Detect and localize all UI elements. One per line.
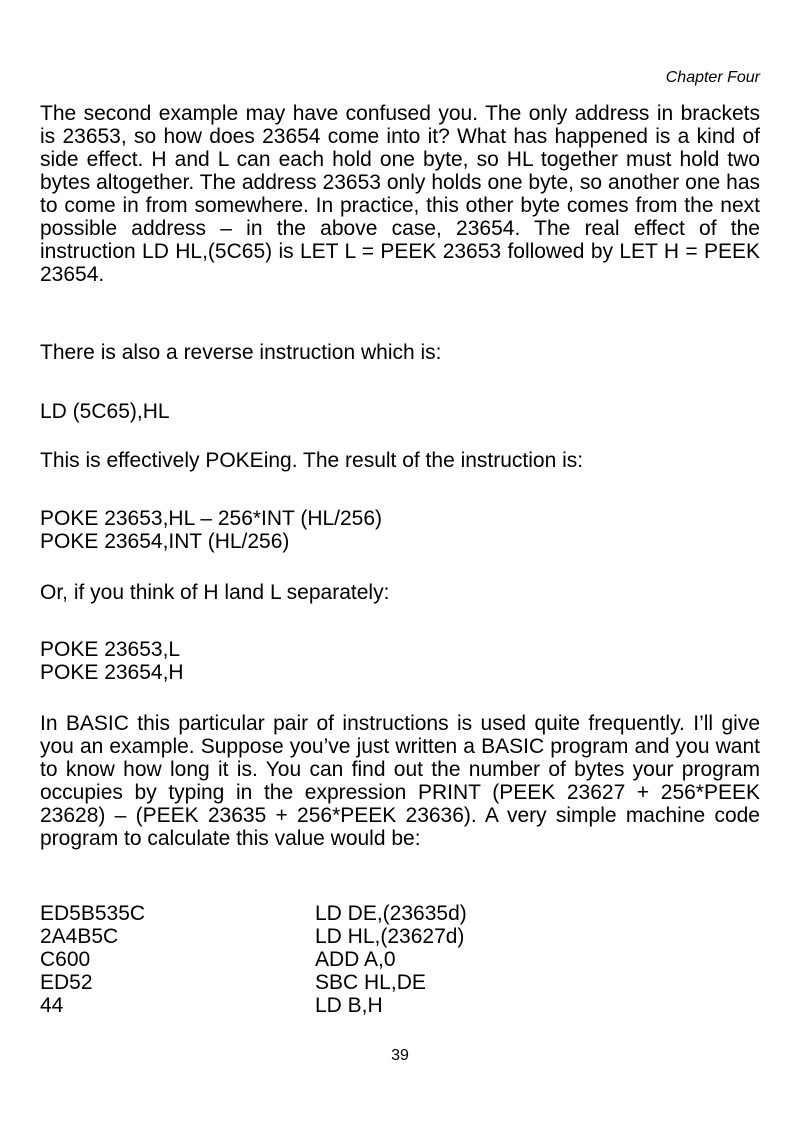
paragraph-pokeing [40,449,760,472]
listing-hex-code: C600 [40,948,91,971]
chapter-header: Chapter Four [665,69,760,86]
paragraph-text: This is effectively POKEing. The result of the instruction is: [40,449,584,472]
paragraph-basic-example [40,712,760,850]
listing-hex-code: 2A4B5C [40,925,119,948]
listing-hex-code: ED52 [40,971,93,994]
paragraph-text: Or, if you think of H land L separately: [40,581,390,604]
listing-row [40,925,760,948]
listing-assembly: ADD A,0 [315,948,396,971]
listing-assembly: LD DE,(23635d) [315,902,467,925]
paragraph-side-effect [40,102,760,286]
machine-code-listing [40,902,760,1017]
code-line: POKE 23654,H [40,661,184,684]
listing-assembly: LD B,H [315,994,383,1017]
listing-hex-code: 44 [40,994,64,1017]
code-line: LD (5C65),HL [40,400,170,423]
book-page [40,0,760,1135]
paragraph-text: In BASIC this particular pair of instructions is used quite frequently. I’ll give you an example. Suppose you’ve just written a BASIC program and you want to know how long it is. You can find out the number of bytes your program occupies by typing in the expression PRINT (PEEK 23627 + 256*PEEK 23628) – (PEEK 23635 + 256*PEEK 23636). A very simple machine code program to calculate this value would be: [40,712,760,850]
page-number: 39 [391,1047,409,1064]
listing-row [40,902,760,925]
listing-assembly: SBC HL,DE [315,971,426,994]
paragraph-reverse-instruction [40,341,760,364]
code-line: POKE 23653,HL – 256*INT (HL/256) [40,507,383,530]
code-line: POKE 23654,INT (HL/256) [40,530,290,553]
code-line: POKE 23653,L [40,638,181,661]
code-ld-instruction [40,400,760,423]
listing-row [40,948,760,971]
listing-row [40,971,760,994]
paragraph-text: The second example may have confused you. The only address in brackets is 23653, so how does 23654 come into it? What has happened is a kind of side effect. H and L can each hold one byte, so HL together must hold two bytes altogether. The address 23653 only holds one byte, so another one has to come in from somewhere. In practice, this other byte comes from the next possible address – in the above case, 23654. The real effect of the instruction LD HL,(5C65) is LET L = PEEK 23653 followed by LET H = PEEK 23654. [40,102,760,286]
code-poke-block-hl-separate [40,638,760,684]
listing-hex-code: ED5B535C [40,902,146,925]
listing-assembly: LD HL,(23627d) [315,925,465,948]
paragraph-text: There is also a reverse instruction which is: [40,341,442,364]
listing-row [40,994,760,1017]
code-poke-block-hl [40,507,760,553]
paragraph-separately [40,581,760,604]
